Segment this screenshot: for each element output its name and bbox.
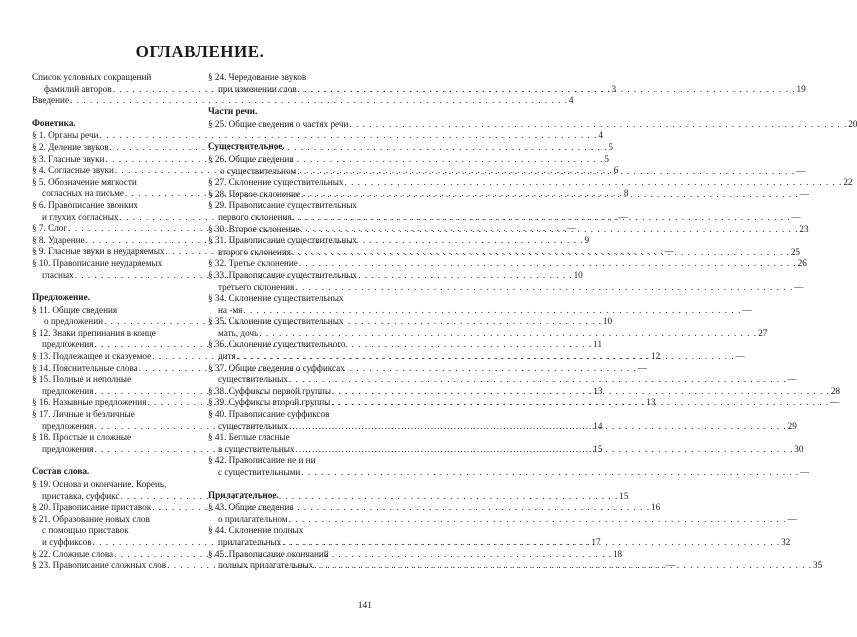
toc-entry-text: § 9. Гласные звуки в неударяемых bbox=[32, 246, 165, 257]
toc-entry-text: § 3. Гласные звуки bbox=[32, 153, 105, 164]
toc-entry-text: § 18. Простые и сложные bbox=[32, 432, 132, 443]
toc-entry-text: приставка, суффикс bbox=[42, 490, 120, 501]
toc-entry bbox=[208, 118, 857, 131]
toc-entry-text: § 22. Сложные слова bbox=[32, 548, 114, 559]
dot-leader bbox=[301, 467, 799, 479]
toc-entry bbox=[208, 362, 797, 386]
toc-entry-text: и суффиксов bbox=[42, 536, 92, 547]
toc-entry bbox=[208, 258, 807, 270]
toc-entry-text: § 16. Назывные предложения bbox=[32, 397, 147, 408]
toc-entry-text: предложения bbox=[42, 385, 94, 396]
dot-leader bbox=[237, 351, 735, 363]
toc-page-number: — bbox=[618, 211, 628, 222]
toc-entry-text: § 20. Правописание приставок bbox=[32, 502, 152, 513]
toc-page-number: 5 bbox=[608, 141, 614, 152]
section-heading: Существительное. bbox=[208, 141, 285, 152]
toc-entry-text: § 41. Беглые гласные bbox=[208, 432, 290, 443]
toc-page-number: 9 bbox=[584, 234, 590, 245]
toc-page-number: 15 bbox=[619, 490, 629, 501]
toc-page-number: 4 bbox=[598, 130, 603, 141]
toc-entry-text: второго склонения bbox=[218, 246, 291, 257]
toc-entry bbox=[208, 153, 806, 177]
dot-leader bbox=[292, 247, 790, 259]
toc-page-number: — bbox=[664, 246, 674, 257]
dot-leader bbox=[301, 224, 799, 236]
dot-leader bbox=[297, 166, 795, 178]
toc-page-number: 8 bbox=[623, 188, 629, 199]
toc-page-number: 27 bbox=[758, 327, 768, 338]
dot-leader bbox=[243, 305, 741, 317]
toc-entry-text: § 44. Склонение полных bbox=[208, 525, 304, 536]
toc-entry bbox=[208, 177, 853, 189]
toc-entry-text: § 7. Слог bbox=[32, 223, 68, 234]
toc-entry-text: о существительном bbox=[220, 165, 297, 176]
toc-page-number: — bbox=[665, 560, 676, 571]
toc-page-number: 23 bbox=[799, 223, 809, 234]
toc-entry-text: на -мя bbox=[218, 304, 243, 315]
dot-leader bbox=[289, 374, 787, 386]
toc-page-number: 19 bbox=[796, 83, 806, 94]
toc-entry-text: § 21. Образование новых слов bbox=[32, 513, 150, 524]
toc-page-number: 15 bbox=[593, 443, 603, 454]
toc-page-number: 3 bbox=[611, 83, 617, 94]
toc-page-number: — bbox=[796, 165, 806, 176]
toc-entry-text: § 5. Обозначение мягкости bbox=[32, 176, 137, 187]
toc-entry-text: с существительными bbox=[218, 467, 301, 477]
toc-entry-text: о предложении bbox=[44, 316, 104, 327]
toc-entry-text: третьего склонения bbox=[218, 281, 295, 292]
dot-leader bbox=[293, 212, 791, 224]
toc-entry-text: § 1. Органы речи bbox=[32, 130, 99, 141]
toc-entry-text: § 13. Подлежащее и сказуемое bbox=[32, 351, 152, 362]
toc-entry-text: согласных на письме bbox=[42, 188, 124, 199]
toc-page-number: 32 bbox=[781, 536, 791, 547]
toc-page-number: 22 bbox=[843, 177, 853, 188]
dot-leader bbox=[289, 421, 787, 433]
toc-entry-text: § 8. Ударение bbox=[32, 234, 85, 245]
toc-entry bbox=[208, 293, 752, 316]
toc-entry-text: § 43. Общие сведения bbox=[208, 502, 294, 513]
toc-page-number: — bbox=[787, 374, 797, 385]
toc-entry-text: § 38. Суффиксы первой группы bbox=[208, 385, 331, 396]
toc-entry-text: в существительных bbox=[218, 443, 295, 454]
toc-entry-text: с помощью приставок bbox=[42, 525, 129, 536]
toc-page-number: 11 bbox=[593, 339, 603, 350]
toc-page-number: 26 bbox=[797, 258, 807, 269]
toc-entry-text: § 27. Склонение существительных bbox=[208, 177, 344, 188]
toc-entry bbox=[32, 130, 603, 142]
toc-page-number: 12 bbox=[651, 351, 661, 362]
toc-entry-text: предложения bbox=[42, 443, 94, 454]
dot-leader bbox=[301, 189, 799, 201]
dot-leader bbox=[349, 119, 847, 131]
toc-page-number: 30 bbox=[794, 443, 804, 454]
toc-entry bbox=[208, 200, 801, 223]
dot-leader bbox=[299, 258, 797, 270]
toc-entry-text: § 42. Правописание не и ни bbox=[208, 455, 316, 466]
toc-entry-text: § 4. Согласные звуки bbox=[32, 165, 114, 176]
section-heading: Прилагательное. bbox=[208, 489, 279, 500]
toc-entry-text: § 33. Правописание существительных bbox=[208, 269, 357, 280]
toc-entry bbox=[208, 72, 806, 95]
toc-page-number: 14 bbox=[593, 420, 603, 431]
toc-page-number: — bbox=[800, 467, 810, 477]
toc-entry-text: § 23. Правописание сложных слов bbox=[32, 560, 167, 571]
toc-entry-text: § 39. Суффиксы второй группы bbox=[208, 397, 331, 408]
toc-entry-text: гласных bbox=[42, 269, 74, 280]
page-number: 141 bbox=[357, 601, 372, 611]
toc-entry-text: § 11. Общие сведения bbox=[32, 304, 118, 315]
dot-leader bbox=[314, 560, 812, 572]
toc-entry-text: и глухих согласных bbox=[42, 211, 119, 222]
toc-entry-text: § 29. Правописание существительных bbox=[208, 200, 357, 211]
toc-page-number: 18 bbox=[612, 548, 623, 559]
toc-page-number: — bbox=[637, 362, 647, 373]
toc-entry-text: § 19. Основа и окончание. Корень, bbox=[32, 479, 167, 489]
toc-page-number: — bbox=[799, 188, 809, 199]
toc-entry-text: § 34. Склонение существительных bbox=[208, 293, 344, 304]
toc-entry-text: прилагательных bbox=[218, 536, 282, 547]
dot-leader bbox=[295, 444, 793, 456]
toc-page-number: 28 bbox=[830, 385, 841, 396]
toc-entry bbox=[32, 95, 574, 107]
toc-entry-text: § 12. Знаки препинания в конце bbox=[32, 327, 156, 338]
toc-page-number: 13 bbox=[646, 397, 656, 408]
dot-leader bbox=[332, 386, 830, 398]
toc-page-number: 4 bbox=[568, 95, 574, 106]
dot-leader bbox=[282, 537, 780, 549]
dot-leader bbox=[344, 177, 842, 189]
toc-entry-text: § 26. Общие сведения bbox=[208, 153, 294, 164]
toc-entry-text: Введение bbox=[32, 95, 70, 106]
toc-page-number: 6 bbox=[613, 165, 619, 176]
toc-entry-text: о прилагательном bbox=[218, 513, 288, 524]
toc-entry-text: полных прилагательных bbox=[218, 560, 314, 571]
toc-page-number: 10 bbox=[602, 316, 613, 327]
section-heading: Фонетика. bbox=[32, 117, 76, 128]
dot-leader bbox=[331, 397, 829, 409]
toc-entry-text: § 30. Второе склонение bbox=[208, 223, 300, 234]
toc-entry-text: § 36. Склонение существительного bbox=[208, 339, 346, 350]
dot-leader bbox=[259, 328, 757, 340]
toc-page-number: 25 bbox=[790, 246, 801, 257]
toc-page-number: 29 bbox=[787, 420, 797, 431]
toc-entry bbox=[208, 235, 801, 258]
toc-entry-text: § 14. Пояснительные слова bbox=[32, 362, 138, 373]
toc-page-number: — bbox=[566, 223, 577, 234]
dot-leader bbox=[289, 514, 787, 526]
toc-page-number: — bbox=[742, 304, 752, 315]
toc-entry-text: предложения bbox=[42, 339, 94, 350]
toc-page-number: — bbox=[794, 281, 804, 292]
toc-entry-text: существительных bbox=[218, 420, 288, 431]
section-heading: Состав слова. bbox=[32, 466, 90, 477]
toc-entry-text: § 40. Правописание суффиксов bbox=[208, 409, 330, 420]
toc-entry-text: § 24. Чередование звуков bbox=[208, 72, 307, 82]
section-heading: Предложение. bbox=[32, 292, 90, 303]
toc-entry-text: § 28. Первое склонение bbox=[208, 188, 300, 199]
toc-entry bbox=[208, 223, 809, 236]
dot-leader bbox=[295, 282, 793, 294]
toc-entry-text: § 37. Общие сведения о суффиксах bbox=[208, 362, 345, 373]
toc-entry-text: § 45. Правописание окончаний bbox=[208, 548, 329, 559]
toc-page-number: — bbox=[830, 397, 840, 408]
toc-page-number: 20 bbox=[848, 118, 857, 129]
toc-entry-text: фамилий авторов bbox=[44, 83, 112, 94]
toc-page-number: — bbox=[735, 351, 745, 362]
toc-entry bbox=[208, 188, 809, 201]
toc-entry-text: предложения bbox=[42, 420, 94, 431]
toc-entry-text: при изменении слов bbox=[218, 83, 297, 94]
toc-entry-text: § 10. Правописание неударяемых bbox=[32, 257, 163, 268]
dot-leader bbox=[298, 84, 796, 96]
toc-entry-text: § 25. Общие сведения о частях речи bbox=[208, 118, 349, 129]
toc-entry-text: § 2. Деление звуков bbox=[32, 141, 109, 152]
toc-entry-text: § 17. Личные и безличные bbox=[32, 409, 135, 420]
toc-page-number: 17 bbox=[591, 536, 601, 547]
toc-entry-text: первого склонения bbox=[218, 211, 292, 222]
toc-entry-text: § 15. Полные и неполные bbox=[32, 374, 132, 385]
toc-entry bbox=[208, 455, 810, 478]
toc-page-number: — bbox=[787, 513, 797, 524]
toc-entry-text: § 35. Склонение существительных bbox=[208, 316, 344, 327]
toc-page-number: 16 bbox=[651, 502, 661, 513]
toc-page-number: 5 bbox=[604, 153, 609, 164]
toc-entry-text: дитя bbox=[218, 351, 236, 362]
toc-entry-text: существительных bbox=[218, 374, 288, 385]
toc-page-number: — bbox=[791, 211, 801, 222]
toc-page-number: 10 bbox=[573, 269, 583, 280]
toc-entry-text: § 31. Правописание существительных bbox=[208, 235, 357, 246]
toc-entry-text: мать, дочь bbox=[218, 327, 259, 338]
toc-entry-text: Список условных сокращений bbox=[32, 72, 152, 82]
section-heading: Части речи. bbox=[208, 106, 258, 117]
toc-entry-text: § 6. Правописание звонких bbox=[32, 199, 138, 210]
toc-page-number: 13 bbox=[593, 385, 603, 396]
toc-page-number: 35 bbox=[813, 560, 823, 571]
toc-entry-text: § 32. Третье склонение bbox=[208, 258, 298, 269]
page-title: ОГЛАВЛЕНИЕ. bbox=[135, 42, 265, 61]
